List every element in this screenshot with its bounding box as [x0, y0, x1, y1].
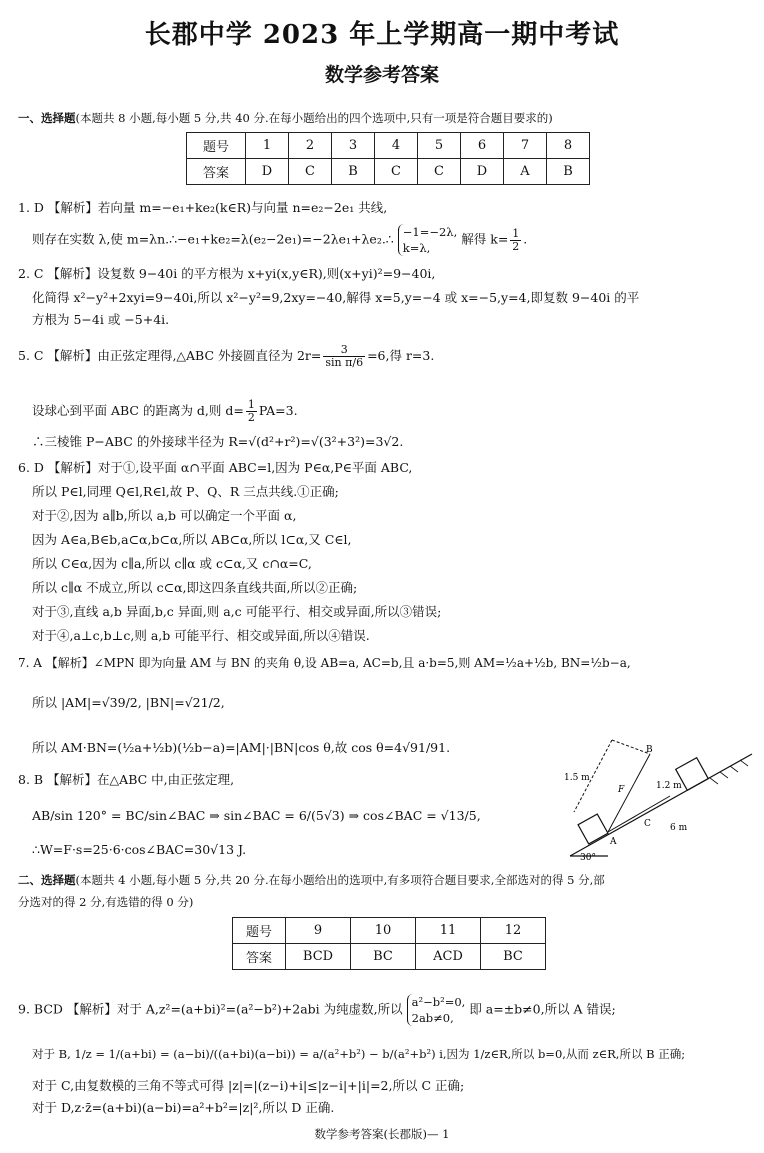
table-cell: 3 — [332, 133, 375, 159]
solution-q6-line8: 对于④,a⊥c,b⊥c,则 a,b 可能平行、相交或异面,所以④错误. — [32, 628, 370, 643]
label-6m: 6 m — [670, 823, 688, 833]
solution-q6-line3: 对于②,因为 a∥b,所以 a,b 可以确定一个平面 α, — [32, 508, 297, 523]
q5-text: 5. C 【解析】由正弦定理得,△ABC 外接圆直径为 2r= — [18, 348, 322, 363]
incline-diagram — [560, 732, 756, 862]
label-c: C — [644, 819, 651, 829]
table-cell: 4 — [375, 133, 418, 159]
solution-q7-line3: 所以 AM·BN=(½a+½b)(½b−a)=|AM|·|BN|cos θ,故 cos θ=4√91/91. — [32, 740, 451, 755]
incline-line — [570, 754, 752, 856]
table-row — [187, 133, 590, 159]
solution-q6-line5: 所以 C∈α,因为 c∥a,所以 c∥α 或 c⊂α,又 c∩α=C, — [32, 556, 312, 571]
fraction-denominator: 2 — [247, 411, 255, 424]
solution-q9-line1 — [18, 994, 616, 1026]
solution-q5-line1 — [18, 344, 434, 369]
section2-heading — [18, 872, 605, 888]
section2-note-cont: 分选对的得 2 分,有选错的得 0 分) — [18, 895, 194, 909]
q9-equation-system — [407, 994, 466, 1026]
solution-q9-line4: 对于 D,z·z̄=(a+bi)(a−bi)=a²+b²=|z|²,所以 D 正确. — [32, 1100, 335, 1115]
table-header-cell: 题号 — [233, 918, 286, 944]
answer-table-2 — [232, 917, 546, 970]
solution-q2-line2: 化简得 x²−y²+2xyi=9−40i,所以 x²−y²=9,2xy=−40,解得 x=5,y=−4 或 x=−5,y=4,即复数 9−40i 的平 — [32, 290, 640, 305]
solution-q9-line3: 对于 C,由复数模的三角不等式可得 |z|=|(z−i)+i|≤|z−i|+|i|=2,所以 C 正确; — [32, 1078, 465, 1093]
table-cell: 5 — [418, 133, 461, 159]
section1-note: (本题共 8 小题,每小题 5 分,共 40 分.在每小题给出的四个选项中,只有一项是符合题目要求的) — [75, 111, 553, 125]
q5b-fraction — [246, 399, 257, 424]
table-cell: 7 — [504, 133, 547, 159]
answer-table-1 — [186, 132, 590, 185]
table-cell: C — [375, 159, 418, 185]
table-cell: C — [418, 159, 461, 185]
solution-q6-line1: 6. D 【解析】对于①,设平面 α∩平面 ABC=l,因为 P∈α,P∈平面 ABC, — [18, 460, 413, 475]
table-header-cell: 题号 — [187, 133, 246, 159]
solution-q2-line1: 2. C 【解析】设复数 9−40i 的平方根为 x+yi(x,y∈R),则(x+yi)²=9−40i, — [18, 266, 436, 281]
label-f: F — [618, 785, 625, 795]
fraction-denominator: sin π/6 — [325, 356, 364, 369]
table-cell: BC — [481, 944, 546, 970]
q9-text: 9. BCD 【解析】对于 A,z²=(a+bi)²=(a²−b²)+2abi 为纯虚数,所以 — [18, 1001, 403, 1017]
fraction-numerator: 3 — [323, 344, 365, 357]
table-cell: C — [289, 159, 332, 185]
section2-note: (本题共 4 小题,每小题 5 分,共 20 分.在每小题给出的选项中,有多项符合题目要求,全部选对的得 5 分,部 — [75, 873, 605, 887]
table-cell: ACD — [416, 944, 481, 970]
solution-q7-line1: 7. A 【解析】∠MPN 即为向量 AM 与 BN 的夹角 θ,设 AB=a, AC=b,且 a·b=5,则 AM=½a+½b, BN=½b−a, — [18, 656, 631, 670]
table-header-cell: 答案 — [233, 944, 286, 970]
solution-q6-line2: 所以 P∈l,同理 Q∈l,R∈l,故 P、Q、R 三点共线.①正确; — [32, 484, 339, 499]
table-cell: 1 — [246, 133, 289, 159]
fraction-numerator: 1 — [247, 398, 255, 411]
section1-heading — [18, 110, 553, 126]
table-cell: D — [246, 159, 289, 185]
solution-q5-line3: ∴三棱锥 P−ABC 的外接球半径为 R=√(d²+r²)=√(3²+3²)=3√2. — [32, 434, 404, 449]
q5b-text-end: PA=3. — [258, 403, 298, 418]
table-cell: 9 — [286, 918, 351, 944]
solution-q8-line3: ∴W=F·s=25·6·cos∠BAC=30√13 J. — [32, 842, 247, 857]
table-cell: A — [504, 159, 547, 185]
solution-q6-line4: 因为 A∈a,B∈b,a⊂α,b⊂α,所以 AB⊂α,所以 l⊂α,又 C∈l, — [32, 532, 352, 547]
table-cell: BCD — [286, 944, 351, 970]
q1-text: 则存在实数 λ,使 m=λn.∴−e₁+ke₂=λ(e₂−2e₁)=−2λe₁+λe₂.∴ — [32, 231, 394, 247]
section2-title: 二、选择题 — [18, 873, 76, 887]
q1-solve-text: 解得 k= — [461, 231, 509, 247]
solution-q6-line7: 对于③,直线 a,b 异面,b,c 异面,则 a,c 可能平行、相交或异面,所以③错误; — [32, 604, 442, 619]
section1-title: 一、选择题 — [18, 111, 76, 125]
q5-text-end: =6,得 r=3. — [367, 348, 435, 363]
q1-eq1: −1=−2λ, — [402, 225, 458, 239]
solution-q1-line1: 1. D 【解析】若向量 m=−e₁+ke₂(k∈R)与向量 n=e₂−2e₁ 共线, — [18, 200, 388, 215]
table-row — [233, 944, 546, 970]
table-cell: 8 — [547, 133, 590, 159]
box-lower — [578, 814, 608, 844]
q9-eq2: 2ab≠0, — [411, 1011, 454, 1025]
hatching — [710, 760, 748, 784]
page-subtitle: 数学参考答案 — [324, 64, 439, 86]
table-row — [233, 918, 546, 944]
table-cell: 12 — [481, 918, 546, 944]
label-a: A — [610, 837, 617, 847]
section2-note-line2 — [18, 894, 193, 910]
label-b: B — [646, 745, 653, 755]
table-cell: B — [547, 159, 590, 185]
table-cell: 10 — [351, 918, 416, 944]
solution-q8-line2: AB/sin 120° = BC/sin∠BAC ⇒ sin∠BAC = 6/(5√3) ⇒ cos∠BAC = √13/5, — [32, 808, 481, 823]
table-cell: D — [461, 159, 504, 185]
q1-equation-system — [398, 224, 458, 256]
solution-q7-line2: 所以 |AM|=√39/2, |BN|=√21/2, — [32, 695, 225, 710]
table-cell: B — [332, 159, 375, 185]
q5b-text: 设球心到平面 ABC 的距离为 d,则 d= — [32, 403, 244, 418]
table-cell: 2 — [289, 133, 332, 159]
label-12m: 1.2 m — [656, 781, 682, 791]
label-15m: 1.5 m — [564, 773, 590, 783]
dashed-line-top — [612, 740, 650, 754]
solution-q5-line2 — [32, 399, 298, 424]
q9-eq1: a²−b²=0, — [411, 995, 466, 1009]
fraction-numerator: 1 — [512, 226, 520, 240]
table-row — [187, 159, 590, 185]
table-header-cell: 答案 — [187, 159, 246, 185]
fraction-denominator: 2 — [512, 239, 520, 253]
solution-q2-line3: 方根为 5−4i 或 −5+4i. — [32, 312, 170, 327]
solution-q9-line2: 对于 B, 1/z = 1/(a+bi) = (a−bi)/((a+bi)(a−bi)) = a/(a²+b²) − b/(a²+b²) i,因为 1/z∈R,所以 b=0,从而 z∈R,所以 B 正确; — [32, 1047, 686, 1061]
page-footer: 数学参考答案(长郡版)— 1 — [314, 1127, 450, 1141]
table-cell: 6 — [461, 133, 504, 159]
solution-q1-line2: 则存在实数 λ,使 m=λn.∴−e₁+ke₂=λ(e₂−2e₁)=−2λe₁+λe₂.∴ −1=−2λ, k=λ,解得 k= $\frac{1}{2}$ . — [32, 225, 528, 255]
label-angle: 30° — [580, 853, 596, 862]
solution-q6-line6: 所以 c∥α 不成立,所以 c⊂α,即这四条直线共面,所以②正确; — [32, 580, 358, 595]
page-title: 长郡中学 2023 年上学期高一期中考试 — [144, 20, 620, 50]
q5-fraction — [323, 344, 365, 369]
table-cell: BC — [351, 944, 416, 970]
solution-q8-line1: 8. B 【解析】在△ABC 中,由正弦定理, — [18, 772, 235, 787]
q1-fraction — [510, 228, 521, 253]
q1-eq2: k=λ, — [402, 241, 431, 255]
q9-text-end: 即 a=±b≠0,所以 A 错误; — [469, 1001, 616, 1017]
table-cell: 11 — [416, 918, 481, 944]
